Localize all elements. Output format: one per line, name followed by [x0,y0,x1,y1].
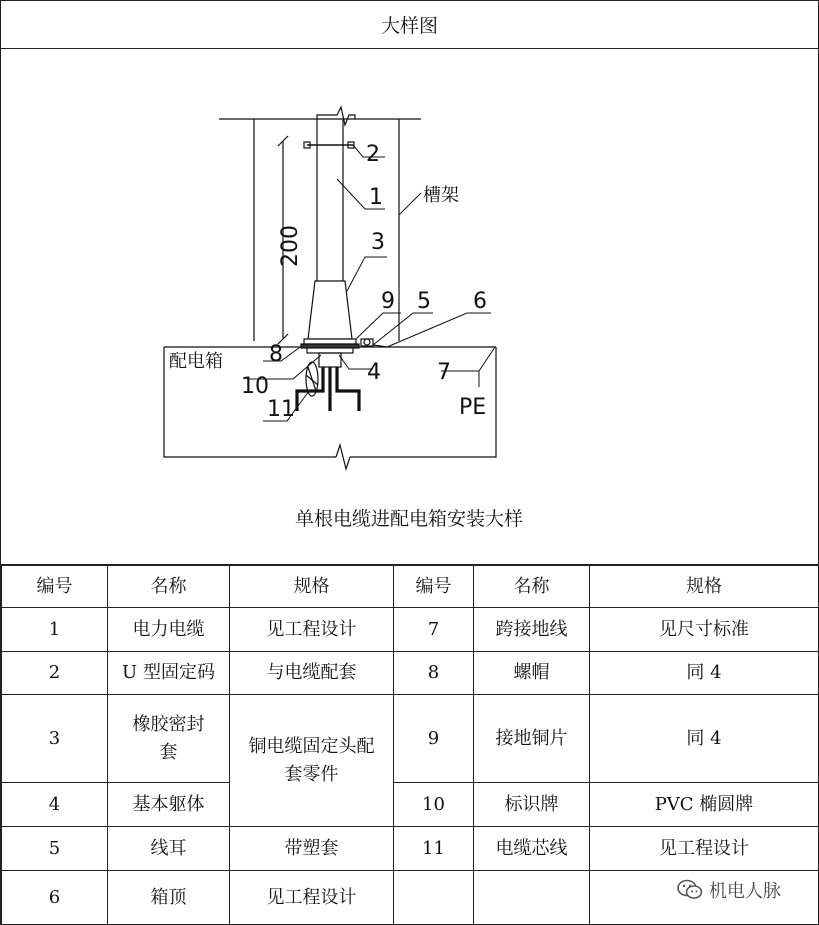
cell-no: 5 [2,827,108,871]
cell-no: 6 [2,871,108,925]
label-3: 3 [371,230,385,255]
label-10: 10 [241,374,269,399]
label-8: 8 [269,342,283,367]
cell-no-2: 9 [394,695,474,783]
cell-name-2: 电缆芯线 [474,827,590,871]
u-clamp [304,142,354,148]
label-5: 5 [417,289,431,314]
parts-table [1,565,819,925]
table-row [2,695,819,783]
table-row [2,608,819,652]
header-name: 名称 [108,566,230,608]
label-4: 4 [367,360,381,385]
cell-spec: 见工程设计 [230,608,394,652]
label-9: 9 [381,289,395,314]
watermark-text: 机电人脉 [709,881,781,902]
cell-no: 1 [2,608,108,652]
wechat-icon [677,879,703,901]
label-tray: 槽架 [423,185,459,206]
cell-spec-2: 同 4 [590,695,819,783]
power-cable [317,119,343,281]
header-no: 编号 [2,566,108,608]
dimension-200: 200 [278,225,303,267]
header-no-2: 编号 [394,566,474,608]
detail-drawing [1,49,818,565]
cell-name: 线耳 [108,827,230,871]
cell-no-2: 10 [394,783,474,827]
label-1: 1 [369,185,383,210]
cell-spec-2: 见工程设计 [590,827,819,871]
cell-no-2: 7 [394,608,474,652]
cell-name-2: 接地铜片 [474,695,590,783]
cell-name: 基本躯体 [108,783,230,827]
label-pe: PE [459,395,487,420]
cell-name: 橡胶密封套 [108,695,230,783]
label-2: 2 [366,142,380,167]
cell-name-2 [474,871,590,925]
cell-no: 2 [2,652,108,695]
table-row [2,783,819,827]
cell-no: 4 [2,783,108,827]
cell-name: 箱顶 [108,871,230,925]
cell-spec: 与电缆配套 [230,652,394,695]
cell-spec-2: 见尺寸标准 [590,608,819,652]
cell-spec: 见工程设计 [230,871,394,925]
label-box: 配电箱 [169,351,223,372]
cell-spec: 带塑套 [230,827,394,871]
label-11: 11 [267,397,295,422]
cell-no-2: 8 [394,652,474,695]
table-row [2,827,819,871]
cell-spec-merged: 铜电缆固定头配套零件 [230,695,394,827]
cell-no-2: 11 [394,827,474,871]
cell-spec-2: 同 4 [590,652,819,695]
cell-spec-2: PVC 椭圆牌 [590,783,819,827]
header-spec-2: 规格 [590,566,819,608]
label-6: 6 [473,289,487,314]
drawing-caption: 单根电缆进配电箱安装大样 [294,508,524,530]
cell-name: U 型固定码 [108,652,230,695]
cell-name-2: 螺帽 [474,652,590,695]
label-7: 7 [437,360,451,385]
earth-lug [361,339,387,347]
header-spec: 规格 [230,566,394,608]
rubber-seal-sleeve [308,281,352,339]
cell-name: 电力电缆 [108,608,230,652]
page-title: 大样图 [1,1,818,49]
cell-no: 3 [2,695,108,783]
cell-no-2 [394,871,474,925]
watermark [677,875,807,905]
table-header-row [2,566,819,608]
installation-diagram [1,49,818,564]
cell-name-2: 标识牌 [474,783,590,827]
cell-name-2: 跨接地线 [474,608,590,652]
header-name-2: 名称 [474,566,590,608]
table-row [2,652,819,695]
